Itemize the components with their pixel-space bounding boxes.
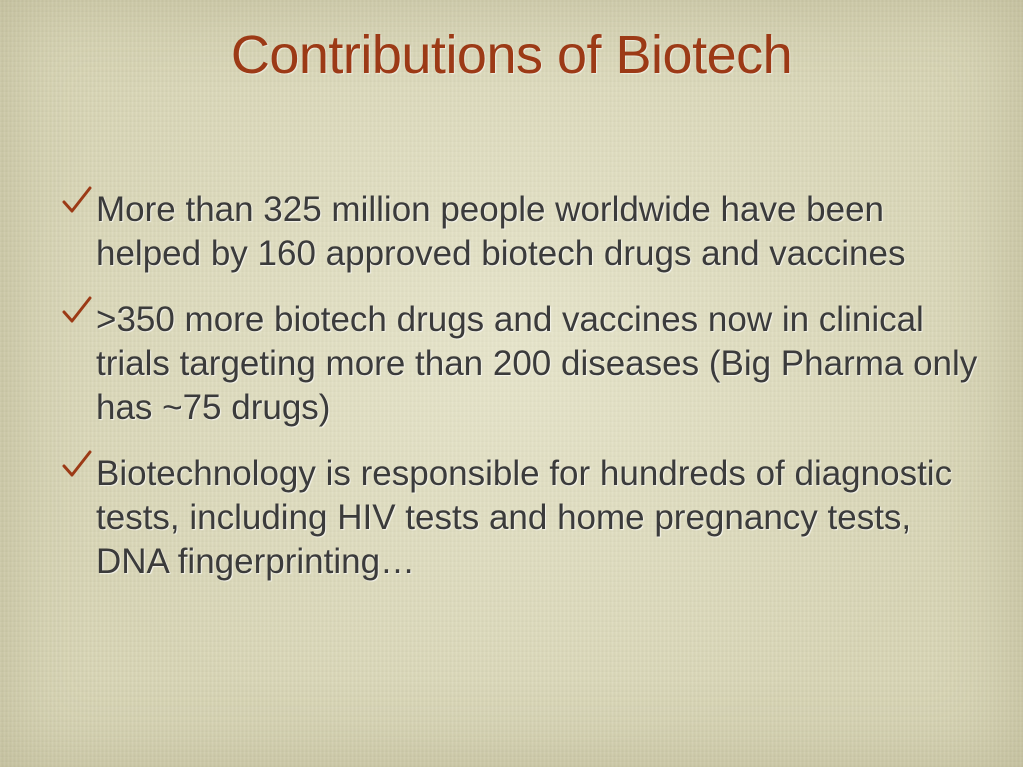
bullet-text: More than 325 million people worldwide have been helped by 160 approved biotech drugs and vaccines	[96, 190, 906, 273]
bullet-item	[60, 452, 980, 584]
bullet-item	[60, 188, 980, 276]
checkmark-icon	[60, 184, 94, 218]
bullet-text: Biotechnology is responsible for hundreds of diagnostic tests, including HIV tests and home pregnancy tests, DNA fingerprinting…	[96, 454, 953, 581]
checkmark-icon	[60, 448, 94, 482]
bullet-list	[60, 188, 980, 606]
checkmark-icon	[60, 294, 94, 328]
bullet-item	[60, 298, 980, 430]
slide-title: Contributions of Biotech	[230, 25, 793, 85]
bullet-text: >350 more biotech drugs and vaccines now in clinical trials targeting more than 200 diseases (Big Pharma only has ~75 drugs)	[96, 300, 978, 427]
